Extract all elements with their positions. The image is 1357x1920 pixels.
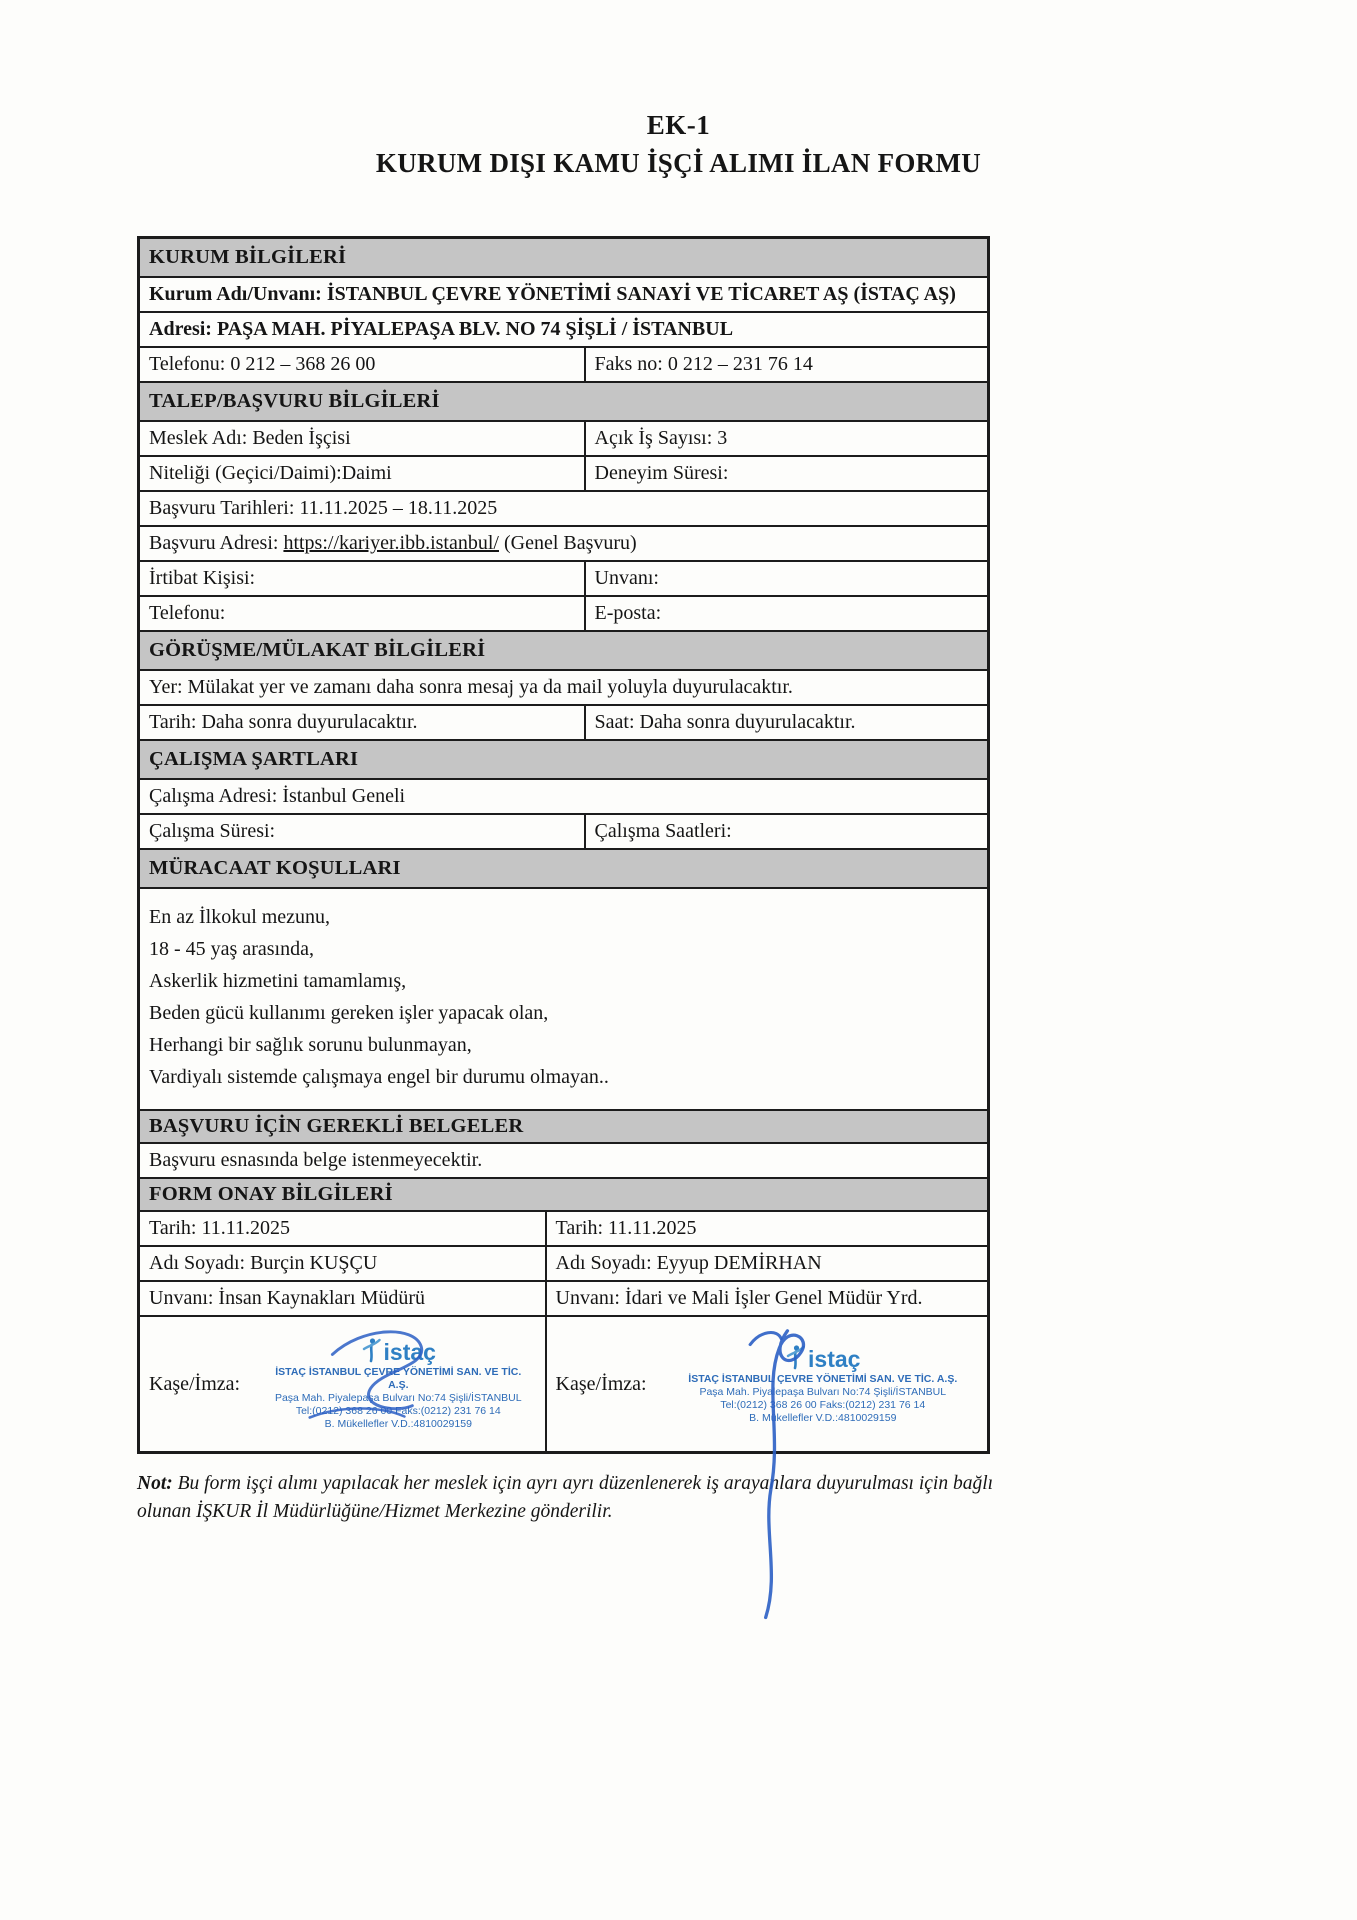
row-muracaat-kosullari: [140, 887, 987, 1109]
row-telefon-eposta: [140, 595, 987, 630]
field-eposta: E-posta:: [594, 602, 662, 624]
company-stamp-left: [267, 1337, 536, 1431]
row-kase-imza: [140, 1315, 987, 1451]
section-header-calisma-sartlari: ÇALIŞMA ŞARTLARI: [140, 739, 987, 778]
row-onay-unvan: [140, 1280, 987, 1315]
stamp-phone-line: Tel:(0212) 368 26 00 Faks:(0212) 231 76 14: [295, 1405, 501, 1417]
row-meslek-acikis: [140, 420, 987, 455]
row-kurum-adi: [140, 276, 987, 311]
row-basvuru-adresi: [140, 525, 987, 560]
kosul-line: Beden gücü kullanımı gereken işler yapacak olan,: [149, 1002, 549, 1024]
row-belgeler: [140, 1142, 987, 1177]
istac-logo-left: [361, 1337, 436, 1363]
istac-logo-icon: [361, 1337, 381, 1363]
field-onay-ad-sol: Adı Soyadı: Burçin KUŞÇU: [140, 1247, 547, 1280]
field-calisma-saatleri: Çalışma Saatleri:: [594, 820, 732, 842]
field-irtibat-kisisi: İrtibat Kişisi:: [140, 562, 586, 595]
section-header-muracaat-kosullari: MÜRACAAT KOŞULLARI: [140, 848, 987, 887]
section-header-form-onay: FORM ONAY BİLGİLERİ: [140, 1177, 987, 1210]
row-telefon-faks: [140, 346, 987, 381]
basvuru-adresi-suffix: (Genel Başvuru): [498, 532, 637, 554]
kase-imza-cell-right: [547, 1317, 987, 1451]
stamp-address-line: Paşa Mah. Piyalepaşa Bulvarı No:74 Şişli/İSTANBUL: [699, 1385, 947, 1398]
stamp-tax-line: B. Mükellefler V.D.:4810029159: [324, 1418, 472, 1430]
row-nitelik-deneyim: [140, 455, 987, 490]
kosul-line: 18 - 45 yaş arasında,: [149, 938, 314, 960]
row-irtibat-unvan: [140, 560, 987, 595]
section-header-kurum-bilgileri: KURUM BİLGİLERİ: [140, 239, 987, 276]
row-calisma-sure-saat: [140, 813, 987, 848]
field-irtibat-unvani: Unvanı:: [594, 567, 659, 589]
field-acik-is-sayisi: Açık İş Sayısı: 3: [594, 427, 728, 449]
row-basvuru-tarihleri: [140, 490, 987, 525]
row-calisma-adresi: [140, 778, 987, 813]
footer-note-text: Bu form işçi alımı yapılacak her meslek için ayrı ayrı düzenlenerek iş arayanlara duyurulması için bağlı olunan İŞKUR İl Müdürlüğüne/Hizmet Merkezine gönderilir.: [137, 1473, 994, 1522]
field-adresi: Adresi: PAŞA MAH. PİYALEPAŞA BLV. NO 74 ŞİŞLİ / İSTANBUL: [149, 318, 734, 340]
kosul-line: Vardiyalı sistemde çalışmaya engel bir durumu olmayan..: [149, 1066, 609, 1088]
row-mulakat-tarih-saat: [140, 704, 987, 739]
footer-note: [137, 1470, 1010, 1526]
field-onay-unvan-sol: Unvanı: İnsan Kaynakları Müdürü: [140, 1282, 547, 1315]
istac-logo-icon: [785, 1344, 805, 1370]
istac-logo-text: istaç: [808, 1345, 861, 1372]
row-onay-tarih: [140, 1210, 987, 1245]
row-adresi: [140, 311, 987, 346]
field-niteligi: Niteliği (Geçici/Daimi):Daimi: [140, 457, 586, 490]
field-onay-tarih-sag: Tarih: 11.11.2025: [555, 1217, 697, 1239]
field-mulakat-tarih: Tarih: Daha sonra duyurulacaktır.: [140, 706, 586, 739]
field-irtibat-telefonu: Telefonu:: [140, 597, 586, 630]
section-header-talep-basvuru: TALEP/BAŞVURU BİLGİLERİ: [140, 381, 987, 420]
stamp-phone-line: Tel:(0212) 368 26 00 Faks:(0212) 231 76 14: [720, 1398, 926, 1411]
row-onay-ad: [140, 1245, 987, 1280]
kase-imza-label-left: Kaşe/İmza:: [149, 1372, 241, 1395]
field-basvuru-adresi: [140, 527, 987, 560]
kosul-line: Herhangi bir sağlık sorunu bulunmayan,: [149, 1034, 472, 1056]
field-mulakat-saat: Saat: Daha sonra duyurulacaktır.: [594, 711, 856, 733]
field-belgeler: Başvuru esnasında belge istenmeyecektir.: [149, 1149, 483, 1171]
stamp-tax-line: B. Mükellefler V.D.:4810029159: [749, 1411, 897, 1424]
section-header-gorusme-mulakat: GÖRÜŞME/MÜLAKAT BİLGİLERİ: [140, 630, 987, 669]
document-body: [137, 236, 994, 1526]
document-header: [0, 110, 1357, 179]
field-calisma-suresi: Çalışma Süresi:: [140, 815, 586, 848]
kosul-line: En az İlkokul mezunu,: [149, 906, 331, 928]
stamp-address-line: Paşa Mah. Piyalepaşa Bulvarı No:74 Şişli/İSTANBUL: [274, 1392, 522, 1404]
field-mulakat-yer: Yer: Mülakat yer ve zamanı daha sonra mesaj ya da mail yoluyla duyurulacaktır.: [149, 676, 793, 698]
field-onay-ad-sag: Adı Soyadı: Eyyup DEMİRHAN: [555, 1252, 822, 1274]
stamp-company-line: İSTAÇ İSTANBUL ÇEVRE YÖNETİMİ SAN. VE TİC. A.Ş.: [688, 1372, 958, 1385]
field-deneyim-suresi: Deneyim Süresi:: [594, 462, 729, 484]
kase-imza-cell-left: [140, 1317, 547, 1451]
stamp-company-line: İSTAÇ İSTANBUL ÇEVRE YÖNETİMİ SAN. VE TİC. A.Ş.: [275, 1366, 522, 1391]
field-calisma-adresi: Çalışma Adresi: İstanbul Geneli: [149, 785, 406, 807]
footer-note-label: Not:: [137, 1473, 173, 1494]
field-muracaat-kosullari: [140, 889, 987, 1109]
field-onay-tarih-sol: Tarih: 11.11.2025: [140, 1212, 547, 1245]
basvuru-adresi-label: Başvuru Adresi:: [149, 532, 284, 554]
kosul-line: Askerlik hizmetini tamamlamış,: [149, 970, 407, 992]
field-onay-unvan-sag: Unvanı: İdari ve Mali İşler Genel Müdür Yrd.: [555, 1287, 923, 1309]
field-meslek-adi: Meslek Adı: Beden İşçisi: [140, 422, 586, 455]
field-kurum-adi-unvani: Kurum Adı/Unvanı: İSTANBUL ÇEVRE YÖNETİMİ SANAYİ VE TİCARET AŞ (İSTAÇ AŞ): [149, 283, 956, 305]
istac-logo-text: istaç: [383, 1339, 436, 1365]
field-faks-no: Faks no: 0 212 – 231 76 14: [594, 353, 813, 375]
form-code: EK-1: [646, 110, 711, 140]
form-table: [137, 236, 990, 1454]
row-mulakat-yer: [140, 669, 987, 704]
basvuru-url-link[interactable]: https://kariyer.ibb.istanbul/: [283, 532, 499, 554]
field-basvuru-tarihleri: Başvuru Tarihleri: 11.11.2025 – 18.11.2025: [149, 497, 498, 519]
company-stamp-right: [674, 1344, 978, 1425]
field-telefonu: Telefonu: 0 212 – 368 26 00: [140, 348, 586, 381]
kase-imza-label-right: Kaşe/İmza:: [555, 1372, 647, 1395]
form-title: KURUM DIŞI KAMU İŞÇİ ALIMI İLAN FORMU: [375, 148, 982, 178]
istac-logo-right: [785, 1344, 860, 1370]
section-header-gerekli-belgeler: BAŞVURU İÇİN GEREKLİ BELGELER: [140, 1109, 987, 1142]
